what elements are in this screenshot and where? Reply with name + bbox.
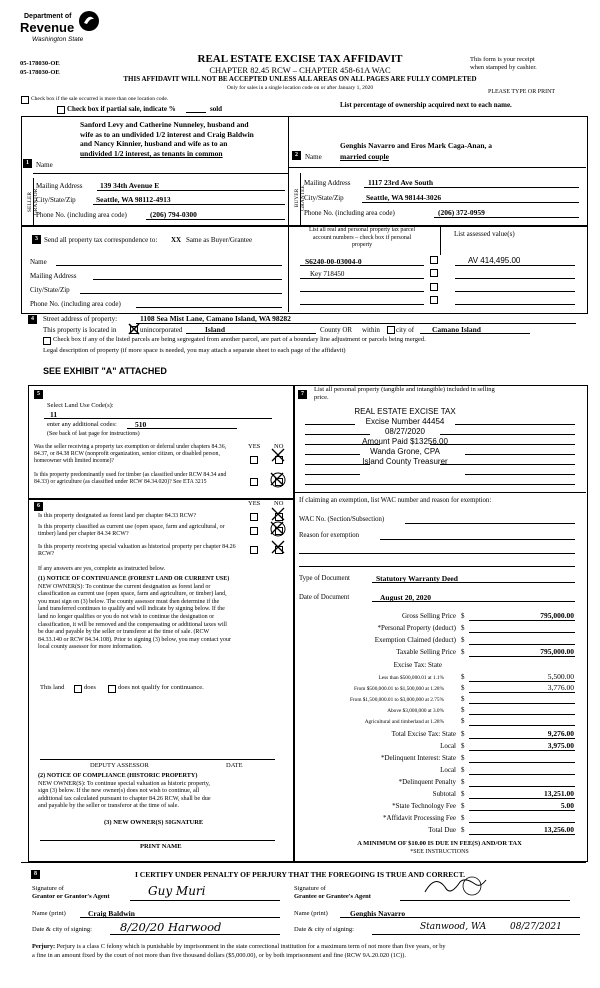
street-address-label: Street address of property: (43, 315, 118, 323)
property-area: Island (205, 325, 226, 334)
city-of-label: city of (396, 326, 415, 334)
type-or-print: PLEASE TYPE OR PRINT (488, 89, 556, 95)
completion-warning: THIS AFFIDAVIT WILL NOT BE ACCEPTED UNLESS ALL AREAS ON ALL PAGES ARE FULLY COMPLETED (123, 75, 477, 83)
perjury-label: Perjury: (32, 943, 56, 950)
notice-1-line-7: be due and payable by the seller or transferor at the time of sale. (RCW (38, 629, 210, 636)
buyer-city: Seattle, WA 98144-3026 (366, 193, 442, 202)
buyer-name-line-1: Genghis Navarro and Eros Mark Caga-Anan, a (340, 141, 493, 150)
s6-question-1: Is this property designated as forest land per chapter 84.33 RCW? (38, 513, 197, 519)
gross-label: Gross Selling Price (401, 612, 456, 620)
wac-label: WAC No. (Section/Subsection) (299, 516, 385, 523)
total-due-label: Total Due (428, 826, 456, 834)
total-excise-state: 9,276.00 (547, 729, 574, 738)
tier-1-value: 5,500.00 (547, 672, 574, 681)
personal-property-deduct-label: *Personal Property (deduct) (377, 624, 456, 632)
taxable-label: Taxable Selling Price (396, 648, 456, 656)
tier-2-label: From $500,000.01 to $1,500,000 at 1.28% (353, 686, 444, 692)
parcel-3-personal-checkbox[interactable] (430, 283, 438, 291)
new-owner-signature-label: (3) NEW OWNER(S) SIGNATURE (104, 819, 204, 826)
parcels-header-1: List all real and personal property tax parcel (308, 227, 416, 233)
within-label: within (362, 326, 380, 334)
land-does-checkbox[interactable] (74, 685, 82, 693)
s6-q2-yes-checkbox[interactable] (250, 527, 258, 535)
notice-compliance (38, 772, 288, 810)
notice-2-line-4: and payable by the seller or transferor at the time of sale. (38, 802, 179, 810)
personal-property-label (314, 386, 580, 402)
corr-city-label: City/State/Zip (30, 286, 70, 294)
land-does-not-checkbox[interactable] (108, 685, 116, 693)
unincorporated-check-mark-icon (128, 323, 140, 335)
dor-swirl-icon (78, 10, 100, 32)
total-due: 13,256.00 (544, 825, 574, 834)
notice-1-line-1: NEW OWNER(S): To continue the current designation as forest land or (38, 583, 211, 590)
taxable-selling-price: 795,000.00 (540, 647, 574, 656)
grantee-name-print: Genghis Navarro (350, 909, 406, 918)
grantee-date-city-label: Date & city of signing: (294, 926, 354, 933)
dor-logo (20, 10, 102, 52)
local-excise: 3,975.00 (547, 741, 574, 750)
notice-1-line-4: land transferred continues to qualify and will indicate by signing below. If the (38, 606, 225, 613)
same-as-buyer: Same as Buyer/Grantee (186, 236, 253, 244)
tier-2-dollar: $ (461, 684, 465, 692)
delinq-state-dollar: $ (461, 754, 465, 762)
seller-name-line-4: undivided 1/2 interest, as tenants in common (80, 148, 223, 158)
unincorporated-label: unincorporated (140, 326, 183, 334)
single-location-note: Only for sales in a single location code on or after January 1, 2020 (226, 85, 374, 91)
parcel-2-personal-checkbox[interactable] (430, 269, 438, 277)
stamp-line-6: Island County Treasurer (362, 457, 448, 466)
subtotal-value: 13,251.00 (544, 789, 574, 798)
stamp-line-3: 08/27/2020 (384, 427, 426, 436)
perjury-text-1: Perjury is a class C felony which is punishable by imprisonment in the state correctional institution for a maximum term of not more than five years, or by (56, 943, 446, 950)
local-label: Local (440, 742, 456, 750)
tier-1-dollar: $ (461, 673, 465, 681)
notice-continuance (38, 576, 288, 652)
parcel-1: S6240-00-03004-0 (305, 257, 362, 266)
partial-sale-label: Check box if partial sale, indicate % (67, 105, 176, 113)
pct-ownership-note: List percentage of ownership acquired next to each name. (340, 101, 512, 109)
correspondence-value: XX (171, 236, 182, 244)
located-in-label: This property is located in (43, 326, 117, 334)
personal-property-label-2: price. (314, 394, 329, 401)
notice-2-title: (2) NOTICE OF COMPLIANCE (HISTORIC PROPERTY) (38, 772, 198, 779)
doc-date-label: Date of Document (299, 594, 350, 601)
see-instructions: *SEE INSTRUCTIONS (410, 849, 469, 855)
section-5-number: 5 (34, 390, 43, 399)
form-code-2: 05-178030-OE (20, 69, 60, 76)
tier-3-dollar: $ (461, 695, 465, 703)
parcels-header-3: property (351, 242, 373, 248)
tier-4-dollar: $ (461, 706, 465, 714)
parcel-1-personal-checkbox[interactable] (430, 256, 438, 264)
land-use-code: 11 (50, 410, 58, 419)
s6-q1-yes-checkbox[interactable] (250, 513, 258, 521)
s5-q2-no-check-icon (268, 470, 286, 488)
buyer-name-label: Name (305, 153, 322, 161)
s6-no-header: NO (274, 500, 284, 507)
doc-date: August 20, 2020 (380, 593, 432, 602)
grantee-city: Stanwood, WA (420, 922, 487, 932)
seller-phone: (206) 794-0300 (150, 210, 197, 219)
seller-name-line-1: Sanford Levy and Catherine Nunneley, husband and (80, 120, 249, 129)
total-excise-dollar: $ (461, 730, 465, 738)
partial-sale-checkbox[interactable] (57, 106, 65, 114)
grantor-sig-label-2: Grantor or Grantor's Agent (32, 893, 110, 900)
local-dollar: $ (461, 742, 465, 750)
segregation-note: Check box if any of the listed parcels are being segregated from another parcel, are part of a boundary line adjustment or parcels being merged. (53, 336, 426, 343)
section-1-number: 1 (23, 159, 32, 168)
affidavit-fee-dollar: $ (461, 814, 465, 822)
stamp-line-1: REAL ESTATE EXCISE TAX (354, 407, 456, 416)
buyer-name-line-2: married couple (340, 152, 389, 161)
city-of-checkbox[interactable] (387, 326, 395, 334)
revenue-text: Revenue (20, 20, 75, 35)
subtotal-label: Subtotal (432, 790, 456, 798)
street-address: 1108 Sea Mist Lane, Camano Island, WA 98282 (140, 314, 291, 323)
receipt-note-1: This form is your receipt (470, 56, 535, 63)
parcels-header-2: account numbers – check box if personal (312, 234, 412, 241)
exemption-instructions: If claiming an exemption, list WAC number and reason for exemption: (299, 497, 492, 504)
total-excise-label: Total Excise Tax: State (391, 730, 456, 738)
does-not-label: does not qualify for continuance. (118, 684, 204, 691)
grantee-sig-label-2: Grantee or Grantee's Agent (294, 893, 371, 900)
state-tech-fee: 5.00 (560, 801, 574, 810)
notice-2-line-1: NEW OWNER(S): To continue special valuation as historic property, (38, 779, 210, 787)
multi-location-checkbox[interactable] (21, 96, 29, 104)
state-tech-dollar: $ (461, 802, 465, 810)
delinquent-local-label: Local (440, 766, 456, 774)
corr-name-label: Name (30, 258, 47, 266)
s5-question-2: Is this property predominantly used for timber (as classified under RCW 84.34 and 84.33) or agriculture (as classified under RCW 84.34.020)? See ETA 3215 (34, 472, 227, 485)
stamp-line-5: Wanda Grone, CPA (370, 447, 440, 456)
notice-1-title: (1) NOTICE OF CONTINUANCE (FOREST LAND OR CURRENT USE) (38, 576, 230, 582)
tier-5-dollar: $ (461, 717, 465, 725)
doc-type-label: Type of Document (299, 575, 350, 582)
legal-description: SEE EXHIBIT "A" ATTACHED (43, 366, 167, 376)
seller-name (80, 120, 254, 158)
state-tech-fee-label: *State Technology Fee (392, 802, 456, 810)
county-or-label: County OR (320, 326, 353, 334)
treasurer-stamp (320, 407, 490, 467)
see-back-note: (See back of last page for instructions) (47, 431, 140, 437)
s6-q3-no-check-icon (270, 539, 286, 555)
minimum-fee-note: A MINIMUM OF $10.00 IS DUE IN FEE(S) AND/OR TAX (357, 840, 522, 847)
seller-side-label: SELLER GRANTOR (27, 188, 39, 216)
seller-mailing-label: Mailing Address (36, 182, 83, 190)
washington-state-text: Washington State (32, 36, 84, 43)
gross-selling-price: 795,000.00 (540, 611, 574, 620)
grantor-signature: Guy Muri (148, 884, 206, 898)
seller-phone-label: Phone No. (including area code) (36, 211, 127, 219)
multi-location-label: Check box if the sale occurred is more than one location code. (31, 96, 169, 102)
exemption-claimed-label: Exemption Claimed (deduct) (374, 636, 456, 644)
buyer-city-label: City/State/Zip (304, 194, 344, 202)
notice-2-line-3: additional tax calculated pursuant to chapter 84.26 RCW, shall be due (38, 794, 211, 802)
form-subtitle: CHAPTER 82.45 RCW – CHAPTER 458-61A WAC (209, 65, 391, 75)
receipt-note-2: when stamped by cashier. (470, 64, 537, 71)
land-use-label: Select Land Use Code(s): (47, 402, 114, 409)
notice-1-line-2: classification as current use (open space, farm and agriculture, or timber) land, (38, 591, 227, 598)
notice-1-line-9: local county assessor for more information. (38, 644, 143, 651)
certify-statement: I CERTIFY UNDER PENALTY OF PERJURY THAT THE FOREGOING IS TRUE AND CORRECT. (134, 870, 465, 879)
parcel-4-personal-checkbox[interactable] (430, 296, 438, 304)
perjury-text-2: a fine in an amount fixed by the court of not more than five thousand dollars ($5,000.00), or by both imprisonment and fine (RCW 9A.20.020 (1C)). (32, 952, 406, 959)
grantor-name-print: Craig Baldwin (88, 909, 135, 918)
parcels-header (291, 227, 433, 250)
does-label: does (84, 684, 96, 691)
seller-name-label: Name (36, 161, 53, 169)
section-7-number: 7 (298, 390, 307, 399)
s6-question-2: Is this property classified as current use (open space, farm and agricultural, or timber) land per chapter 84.34 RCW? (38, 524, 225, 537)
personal-dollar: $ (461, 624, 465, 632)
additional-codes-label: enter any additional codes: (47, 421, 117, 428)
tier-2-value: 3,776.00 (547, 683, 574, 692)
section-8-number: 8 (31, 870, 40, 879)
tax-calculation (299, 610, 581, 830)
subtotal-dollar: $ (461, 790, 465, 798)
affidavit-fee-label: *Affidavit Processing Fee (383, 814, 456, 822)
grantee-date: 08/27/2021 (510, 922, 562, 932)
this-land-label: This land (40, 684, 65, 691)
s6-question-3: Is this property receiving special valuation as historical property per chapter 84.26 RCW? (38, 544, 236, 557)
seller-mailing: 139 34th Avenue E (100, 181, 160, 190)
total-due-dollar: $ (461, 826, 465, 834)
section-3-number: 3 (32, 235, 41, 244)
parcel-2: Key 718450 (310, 270, 345, 278)
section-6-number: 6 (34, 502, 43, 511)
delinquent-interest-state-label: *Delinquent Interest: State (380, 754, 456, 762)
taxable-dollar: $ (461, 648, 465, 656)
perjury-notice (32, 942, 588, 960)
stamp-line-4: Amount Paid $13256.00 (362, 437, 448, 446)
notice-1-line-3: you must sign on (3) below. The county assessor must then determine if the (38, 598, 220, 605)
section-2-number: 2 (292, 151, 301, 160)
notice-1-line-5: land no longer qualifies or you do not wish to continue the designation or (38, 613, 215, 620)
tier-1-label: Less than $500,000.01 at 1.1% (378, 675, 444, 681)
grantee-signature-icon (420, 872, 490, 902)
s6-yes-header: YES (248, 500, 261, 507)
notice-1-line-8: 84.33.140 or RCW 84.34.108). Prior to signing (3) below, you may contact your (38, 636, 231, 643)
corr-phone-label: Phone No. (including area code) (30, 300, 121, 308)
seller-name-line-2: wife as to an undivided 1/2 interest and Craig Baldwin (80, 129, 254, 139)
s5-question-1: Was the seller receiving a property tax exemption or deferral under chapters 84.36, 84.37, or 84.38 RCW (nonprofit organization, senior citizen, or disabled person, homeowner with limited income)? (34, 444, 227, 464)
tier-5-label: Agricultural and timberland at 1.28% (364, 719, 444, 725)
buyer-name (340, 140, 492, 162)
grantor-name-label: Name (print) (32, 910, 66, 917)
grantee-name-label: Name (print) (294, 910, 328, 917)
s5-q2-yes-checkbox[interactable] (250, 478, 258, 486)
s5-no-header: NO (274, 443, 284, 450)
reason-label: Reason for exemption (299, 532, 360, 539)
buyer-side-label: BUYER GRANTEE (294, 185, 306, 211)
s5-q1-yes-checkbox[interactable] (250, 456, 258, 464)
gross-dollar: $ (461, 612, 465, 620)
additional-codes: 510 (135, 420, 147, 429)
delinquent-penalty-label: *Delinquent Penalty (398, 778, 456, 786)
corr-mailing-label: Mailing Address (30, 272, 77, 280)
s6-if-yes: If any answers are yes, complete as instructed below. (38, 566, 166, 572)
correspondence-label: Send all property tax correspondence to: (44, 236, 158, 244)
print-name-label: PRINT NAME (140, 843, 182, 850)
buyer-mailing-label: Mailing Address (304, 179, 351, 187)
delinq-penalty-dollar: $ (461, 778, 465, 786)
buyer-mailing: 1117 23rd Ave South (368, 178, 434, 187)
dept-of-text: Department of (24, 13, 72, 20)
partial-sold-label: sold (210, 105, 223, 113)
grantor-sig-label-1: Signature of (32, 885, 64, 892)
segregation-checkbox[interactable] (43, 337, 51, 345)
s6-q3-yes-checkbox[interactable] (250, 546, 258, 554)
exemption-dollar: $ (461, 636, 465, 644)
tier-3-label: From $1,500,000.01 to $3,000,000 at 2.75% (349, 697, 444, 703)
seller-city-label: City/State/Zip (36, 196, 76, 204)
assessor-date-label: DATE (226, 762, 243, 769)
grantor-date-city: 8/20/20 Harwood (120, 920, 222, 934)
assessed-values-header: List assessed value(s) (454, 230, 515, 238)
personal-property-label-1: List all personal property (tangible and intangible) included in selling (314, 386, 495, 393)
grantee-sig-label (294, 885, 371, 901)
deputy-assessor-label: DEPUTY ASSESSOR (90, 762, 149, 769)
buyer-phone-label: Phone No. (including area code) (304, 209, 395, 217)
s5-q1-no-check-icon (270, 447, 286, 463)
seller-name-line-3: and Nancy Kinnier, husband and wife as to an (80, 139, 228, 149)
s6-q2-no-check-icon (268, 519, 286, 537)
form-title: REAL ESTATE EXCISE TAX AFFIDAVIT (197, 53, 403, 65)
doc-type: Statutory Warranty Deed (376, 574, 458, 583)
s5-yes-header: YES (248, 443, 261, 450)
grantor-sig-label (32, 885, 110, 901)
form-code-1: 05-178030-OE (20, 60, 60, 67)
notice-2-line-2: sign (3) below. If the new owner(s) does not wish to continue, all (38, 787, 200, 795)
legal-description-label: Legal description of property (if more space is needed, you may attach a separate sheet to each page of the affidavit) (43, 347, 346, 354)
city-of-value: Camano Island (432, 325, 481, 334)
stamp-line-2: Excise Number 44454 (365, 417, 445, 426)
section-4-number: 4 (28, 315, 37, 324)
delinq-local-dollar: $ (461, 766, 465, 774)
seller-city: Seattle, WA 98112-4913 (96, 195, 171, 204)
notice-1-line-6: classification, it will be removed and the compensating or additional taxes will (38, 621, 227, 628)
assessed-value-1: AV 414,495.00 (468, 256, 521, 265)
grantee-sig-label-1: Signature of (294, 885, 326, 892)
tier-4-label: Above $3,000,000 at 3.0% (387, 708, 444, 714)
buyer-phone: (206) 372-0959 (438, 208, 485, 217)
grantor-date-city-label: Date & city of signing: (32, 926, 92, 933)
excise-state-label: Excise Tax: State (393, 661, 442, 669)
